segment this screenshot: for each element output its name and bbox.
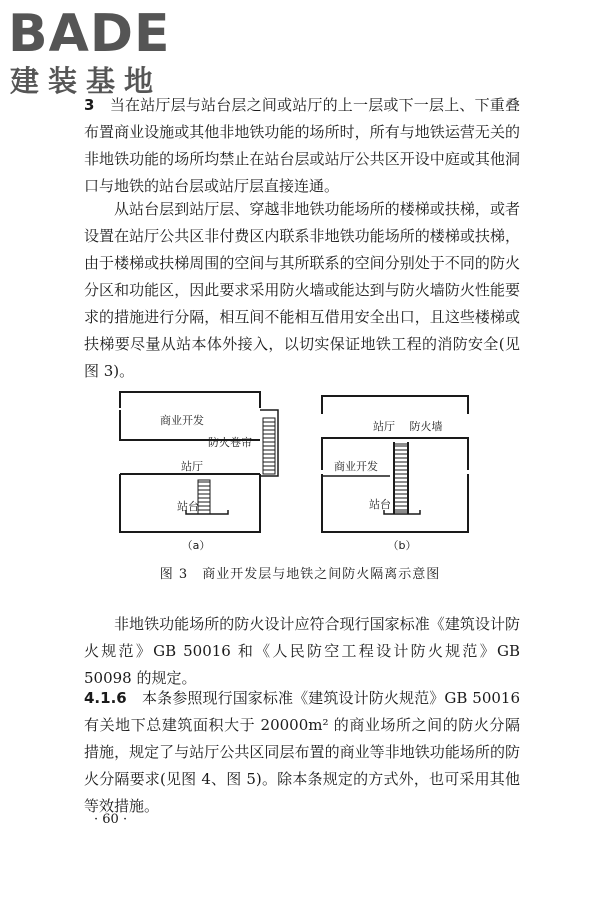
diagram-a-shutter-label: 防火卷帘 — [208, 436, 252, 449]
figure-3-diagram — [100, 384, 500, 564]
diagram-a-commercial-label: 商业开发 — [160, 414, 204, 427]
diagram-a-stair — [198, 480, 210, 514]
logo-subtitle: 建装基地 — [10, 64, 163, 98]
paragraph-fire-code: 非地铁功能场所的防火设计应符合现行国家标准《建筑设计防火规范》GB 50016 和《人民防空工程设计防火规范》GB 50098 的规定。 — [84, 615, 520, 687]
diagram-a-platform-label: 站台 — [177, 500, 199, 513]
clause-4-1-6-text: 本条参照现行国家标准《建筑设计防火规范》GB 50016 有关地下总建筑面积大于 20000m² 的商业场所之间的防火分隔措施，规定了与站厅公共区同层布置的商业等非地铁功能场所的防火分隔要求(见图 4、图 5)。除本条规定的方式外，也可采用其他等效措施。 — [84, 689, 520, 815]
diagram-b-sublabel: （b） — [387, 539, 417, 552]
diagram-b-platform-label: 站台 — [369, 498, 391, 511]
diagram-b-stair — [394, 444, 408, 512]
diagram-a-hall-label: 站厅 — [181, 460, 203, 473]
clause-3-text: 当在站厅层与站台层之间或站厅的上一层或下一层上、下重叠布置商业设施或其他非地铁功能的场所时，所有与地铁运营无关的非地铁功能的场所均禁止在站台层或站厅公共区开设中庭或其他洞口与地铁的站台层或站厅层直接连通。 — [84, 96, 520, 195]
clause-number: 3 — [84, 96, 95, 114]
diagram-b-roof — [322, 396, 468, 414]
bade-logo — [8, 6, 178, 101]
diagram-a-sublabel: （a） — [181, 539, 211, 552]
diagram-a-escalator — [263, 418, 275, 474]
figure-3 — [100, 384, 500, 564]
paragraph-stairs: 从站台层到站厅层、穿越非地铁功能场所的楼梯或扶梯，或者设置在站厅公共区非付费区内联系非地铁功能场所的楼梯或扶梯，由于楼梯或扶梯周围的空间与其所联系的空间分别处于不同的防火分区和功能区，因此要求采用防火墙或能达到与防火墙防火性能要求的措施进行分隔，相互间不能相互借用安全出口，且这些楼梯或扶梯要尽量从站本体外接入，以切实保证地铁工程的消防安全(见图 3)。 — [84, 200, 520, 380]
diagram-b-hall-label: 站厅 — [373, 420, 395, 433]
paragraph-clause-4-1-6 — [84, 685, 520, 820]
diagram-b-wall-label: 防火墙 — [409, 420, 443, 433]
paragraph-clause-3 — [84, 92, 520, 200]
diagram-a — [120, 392, 278, 552]
logo-wordmark: BADE — [8, 4, 171, 64]
diagram-b-commercial-label: 商业开发 — [334, 460, 378, 473]
diagram-b — [322, 396, 468, 552]
page-number: · 60 · — [94, 812, 128, 827]
figure-caption: 图 3 商业开发层与地铁之间防火隔离示意图 — [159, 567, 441, 582]
clause-number: 4.1.6 — [84, 689, 127, 707]
diagram-a-roof — [120, 392, 260, 408]
